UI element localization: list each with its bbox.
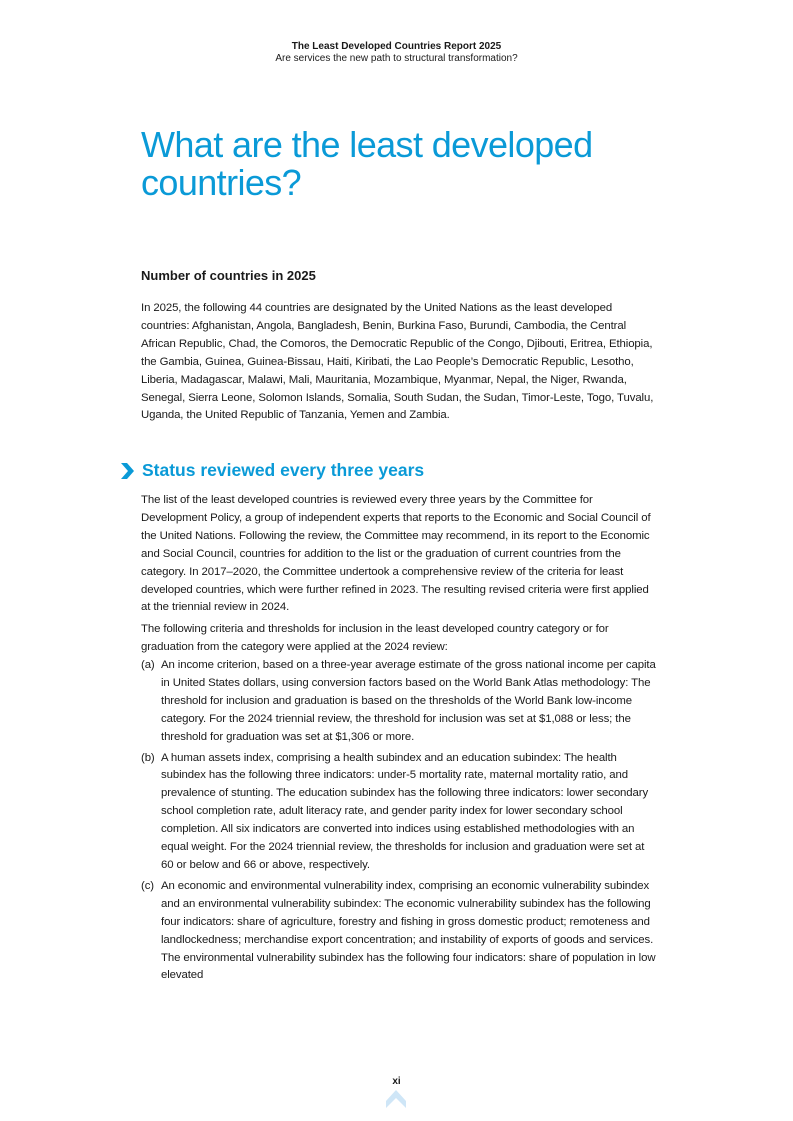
criteria-list [141, 657, 656, 988]
countries-paragraph: In 2025, the following 44 countries are designated by the United Nations as the least developed countries: Afghanistan, Angola, Bangladesh, Benin, Burkina Faso, Burundi, Cambodia, the Central African Republic, Chad, the Comoros, the Democratic Republic of the Congo, Djibouti, Eritrea, Ethiopia, the Gambia, Guinea, Guinea-Bissau, Haiti, Kiribati, the Lao People’s Democratic Republic, Lesotho, Liberia, Madagascar, Malawi, Mali, Mauritania, Mozambique, Myanmar, Nepal, the Niger, Rwanda, Senegal, Sierra Leone, Solomon Islands, Somalia, South Sudan, the Sudan, Timor-Leste, Togo, Tuvalu, Uganda, the United Republic of Tanzania, Yemen and Zambia. [141, 302, 654, 422]
report-title: The Least Developed Countries Report 2025 [291, 41, 502, 52]
criteria-intro-paragraph: The following criteria and thresholds for inclusion in the least developed country category or for graduation from the category were applied at the 2024 review: [141, 623, 609, 653]
list-marker: (c) [141, 879, 154, 892]
criteria-item-c [141, 878, 656, 985]
list-marker: (b) [141, 751, 155, 764]
criteria-item-b [141, 750, 656, 875]
section-heading-label: Status reviewed every three years [142, 460, 425, 480]
section-heading-number-of-countries: Number of countries in 2025 [141, 268, 316, 283]
criteria-text: An income criterion, based on a three-year average estimate of the gross national income per capita in United States dollars, using conversion factors based on the World Bank Atlas methodology: The threshold for inclusion and graduation is based on the thresholds of the World Bank low-income category. For the 2024 triennial review, the threshold for inclusion was set at $1,088 or less; the threshold for graduation was set at $1,306 or more. [161, 659, 656, 743]
review-paragraph: The list of the least developed countries is reviewed every three years by the Committee for Development Policy, a group of independent experts that reports to the Economic and Social Council of the United Nations. Following the review, the Committee may recommend, in its report to the Economic and Social Council, countries for addition to the list or the graduation of current countries from the category. In 2017–2020, the Committee undertook a comprehensive review of the criteria for least developed countries, which were further refined in 2023. The resulting revised criteria were first applied at the triennial review in 2024. [141, 494, 651, 614]
chevron-right-icon [119, 462, 135, 480]
chevron-up-icon[interactable] [386, 1090, 406, 1108]
section-heading-status-reviewed [119, 460, 424, 481]
list-marker: (a) [141, 659, 155, 671]
page-title: What are the least developed countries? [141, 124, 593, 203]
criteria-text: An economic and environmental vulnerability index, comprising an economic vulnerability subindex and an environmental vulnerability subindex: The economic vulnerability subindex has the following four indicators: share of agriculture, forestry and fishing in gross domestic product; remoteness and landlockedness; merchandise export concentration; and instability of exports of goods and services. The environmental vulnerability subindex has the following four indicators: share of population in low elevated [161, 879, 656, 982]
page-number: xi [392, 1076, 401, 1087]
criteria-text: A human assets index, comprising a health subindex and an education subindex: The health subindex has the following three indicators: under-5 mortality rate, maternal mortality ratio, and prevalence of stunting. The education subindex has the following three indicators: lower secondary school completion rate, adult literacy rate, and gender parity index for lower secondary school completion. All six indicators are converted into indices using established methodologies with an equal weight. For the 2024 triennial review, the thresholds for inclusion and graduation were set at 60 or below and 66 or above, respectively. [161, 751, 649, 871]
running-header [0, 41, 793, 65]
report-subtitle: Are services the new path to structural transformation? [275, 53, 518, 64]
criteria-item-a [141, 657, 656, 747]
